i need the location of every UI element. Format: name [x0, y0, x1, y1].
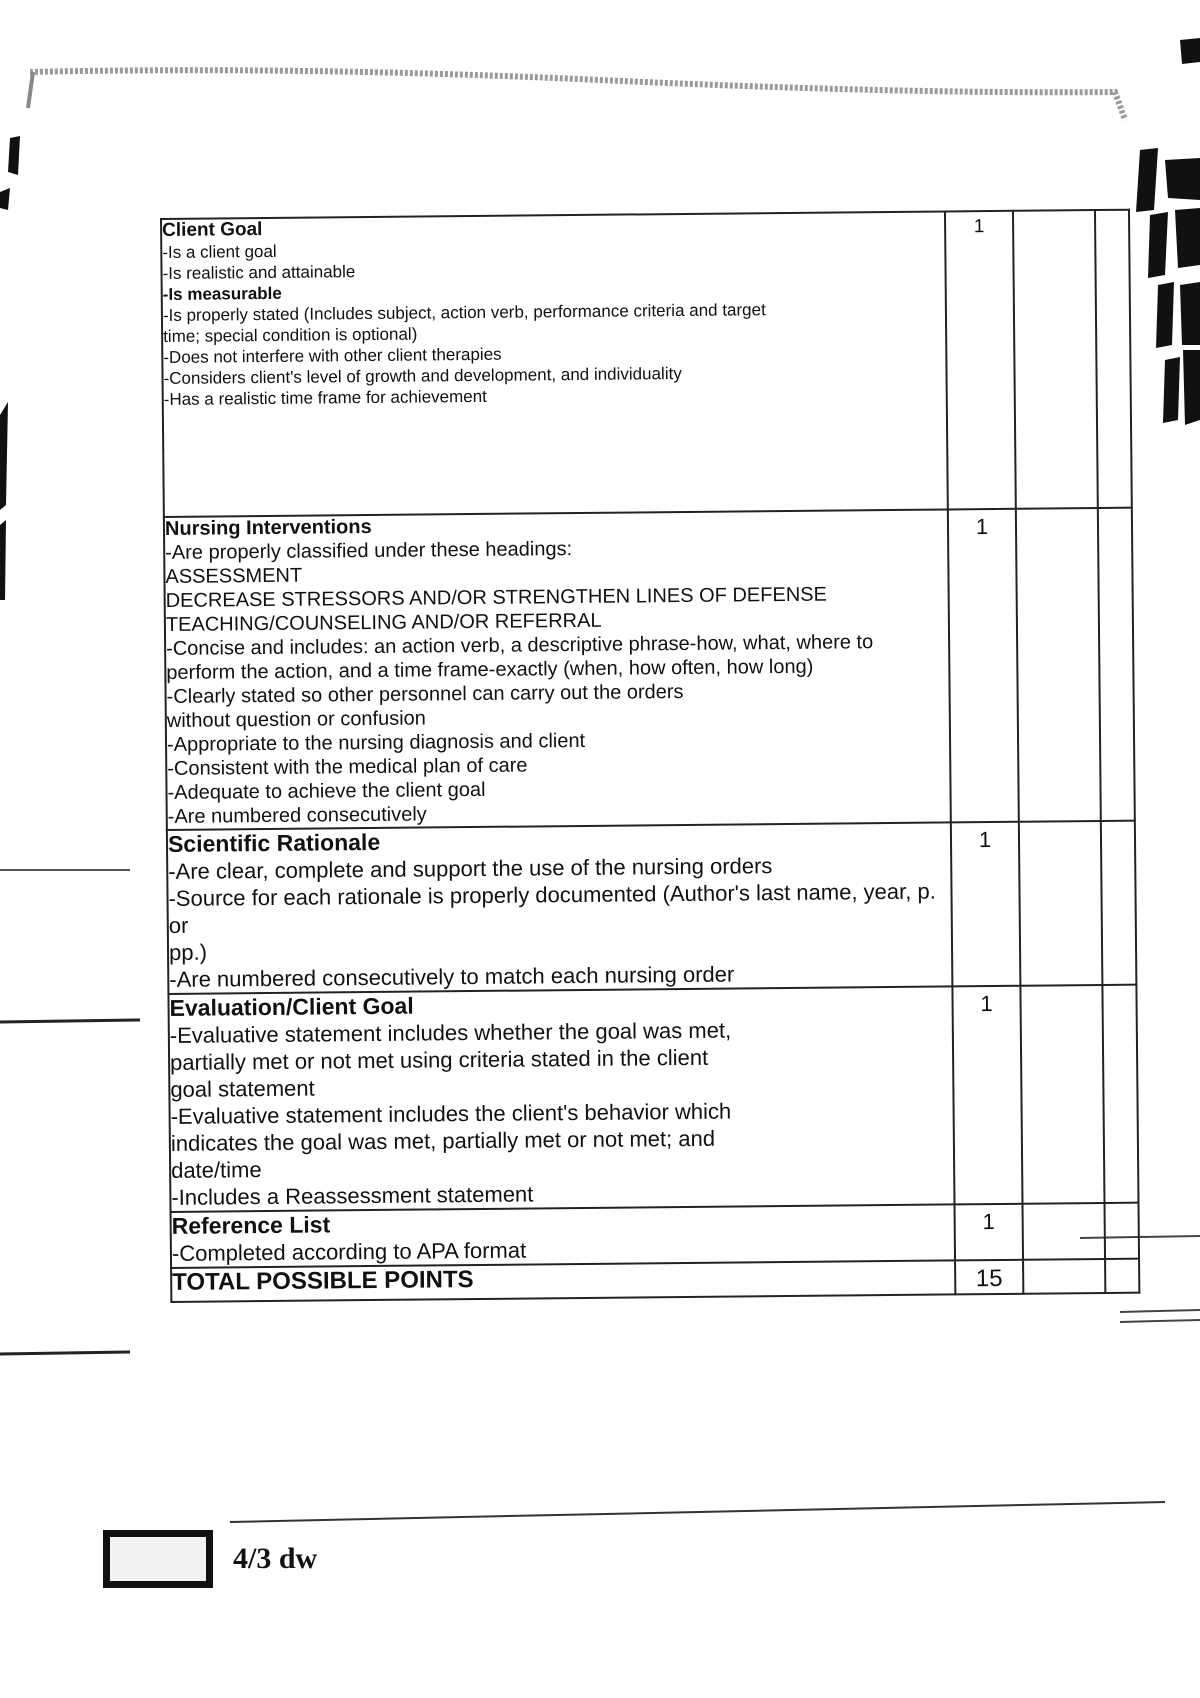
extra-cell	[1101, 821, 1137, 985]
total-points: 15	[975, 1264, 1003, 1293]
criterion-description-cell	[167, 822, 953, 994]
footer	[103, 1530, 317, 1588]
criterion-line: -Is realistic and attainable	[162, 262, 356, 283]
points-value: 1	[973, 216, 985, 238]
criterion-line: -Has a realistic time frame for achievement	[163, 386, 487, 409]
stray-line-2	[0, 1020, 140, 1022]
criterion-description-cell	[164, 509, 951, 830]
criterion-line: indicates the goal was met, partially met or not met; and	[170, 1125, 716, 1156]
criterion-line: -Completed according to APA format	[171, 1237, 527, 1266]
stray-line-5	[1120, 1310, 1200, 1312]
score-cell	[1013, 210, 1098, 509]
right-scan-mark-1	[1136, 148, 1158, 212]
points-cell	[945, 211, 1016, 510]
criterion-line: -Clearly stated so other personnel can carry out the orders	[166, 680, 684, 708]
points-cell	[955, 1204, 1024, 1261]
criterion-description-cell	[161, 211, 948, 517]
total-label-cell	[171, 1260, 955, 1302]
criterion-line: -Consistent with the medical plan of care	[167, 754, 528, 780]
criterion-line: partially met or not met using criteria stated in the client	[169, 1044, 709, 1075]
right-scan-mark-7	[1163, 357, 1180, 423]
criterion-line: time; special condition is optional)	[163, 324, 418, 346]
criterion-line: -Is measurable	[162, 283, 282, 304]
criterion-line: -Evaluative statement includes the client's behavior which	[170, 1098, 732, 1129]
paper-top-edge	[30, 70, 1125, 120]
criterion-line: -Are properly classified under these headings:	[165, 538, 573, 564]
criterion-line: -Is properly stated (Includes subject, action verb, performance criteria and target	[162, 300, 766, 325]
score-cell	[1016, 508, 1101, 822]
right-scan-mark-6	[1180, 282, 1200, 345]
criterion-line: TEACHING/COUNSELING AND/OR REFERRAL	[165, 609, 602, 636]
criterion-title: Client Goal	[162, 219, 263, 241]
criterion-row	[171, 1203, 1139, 1268]
criterion-line: -Evaluative statement includes whether the goal was met,	[169, 1017, 732, 1048]
criterion-row	[167, 821, 1137, 994]
points-value: 1	[978, 827, 992, 853]
left-scan-mark-4	[0, 520, 6, 600]
criterion-line: -Concise and includes: an action verb, a descriptive phrase-how, what, where to	[166, 631, 874, 660]
left-scan-mark-2	[0, 188, 10, 210]
criterion-line: -Are numbered consecutively	[167, 803, 427, 828]
points-value: 1	[980, 991, 993, 1017]
criterion-line: -Are numbered consecutively to match each nursing order	[169, 961, 735, 992]
criterion-line: -Adequate to achieve the client goal	[167, 778, 486, 804]
rubric	[160, 209, 1140, 1303]
criterion-line: pp.)	[168, 939, 208, 965]
criterion-title: Evaluation/Client Goal	[169, 992, 414, 1021]
criterion-line: -Does not interfere with other client therapies	[163, 344, 502, 367]
criterion-line: -Is a client goal	[162, 241, 277, 262]
total-extra-cell	[1105, 1259, 1139, 1293]
left-scan-mark-3	[0, 402, 8, 510]
extra-cell	[1098, 508, 1135, 821]
points-cell	[951, 822, 1021, 987]
redacted-box	[103, 1530, 213, 1588]
right-scan-mark-8	[1183, 350, 1200, 425]
points-value: 1	[982, 1209, 995, 1235]
footer-note: 4/3 dw	[233, 1542, 318, 1575]
rubric-table	[160, 209, 1140, 1303]
paper-left-edge	[28, 72, 33, 108]
criterion-line: goal statement	[170, 1075, 315, 1102]
stray-line-3	[0, 1352, 130, 1354]
right-scan-mark-9	[1180, 38, 1200, 64]
criterion-line: -Considers client's level of growth and development, and individuality	[163, 363, 682, 388]
criterion-line: without question or confusion	[166, 707, 426, 732]
criterion-line: -Are clear, complete and support the use of the nursing orders	[168, 853, 773, 884]
criterion-row	[164, 508, 1135, 830]
criterion-line: -Appropriate to the nursing diagnosis and client	[166, 729, 586, 756]
criterion-description-cell	[168, 986, 954, 1212]
criterion-title: Nursing Interventions	[164, 515, 372, 540]
criterion-line: perform the action, and a time frame-exactly (when, how often, how long)	[166, 655, 814, 684]
criterion-title: Reference List	[171, 1211, 331, 1239]
score-cell	[1023, 1203, 1106, 1260]
criterion-line: DECREASE STRESSORS AND/OR STRENGTHEN LINES OF DEFENSE	[165, 583, 827, 612]
extra-cell	[1102, 985, 1138, 1203]
left-scan-mark-1	[8, 136, 20, 175]
right-scan-mark-3	[1148, 212, 1168, 278]
extra-cell	[1095, 210, 1132, 508]
points-value: 1	[975, 514, 989, 540]
total-label: TOTAL POSSIBLE POINTS	[172, 1266, 474, 1296]
criterion-line: date/time	[171, 1157, 262, 1183]
total-score-cell	[1023, 1259, 1105, 1294]
score-cell	[1019, 821, 1103, 986]
right-scan-mark-2	[1165, 158, 1200, 200]
criterion-row	[161, 210, 1132, 517]
total-points-cell	[955, 1260, 1023, 1295]
rubric-body	[161, 210, 1139, 1302]
right-scan-mark-5	[1156, 282, 1174, 348]
criterion-row	[168, 985, 1138, 1212]
score-cell	[1020, 985, 1104, 1204]
points-cell	[948, 509, 1019, 823]
right-scan-mark-4	[1175, 208, 1200, 268]
criterion-title: Scientific Rationale	[167, 828, 381, 857]
criterion-line: -Source for each rationale is properly documented (Author's last name, year, p. or	[168, 878, 936, 938]
points-cell	[952, 986, 1022, 1205]
criterion-line: ASSESSMENT	[165, 564, 303, 588]
criterion-line: -Includes a Reassessment statement	[171, 1181, 534, 1210]
extra-cell	[1104, 1203, 1139, 1259]
criterion-description-cell	[171, 1204, 956, 1268]
stray-line-6	[1120, 1320, 1200, 1322]
page-bottom-rule	[230, 1502, 1165, 1522]
